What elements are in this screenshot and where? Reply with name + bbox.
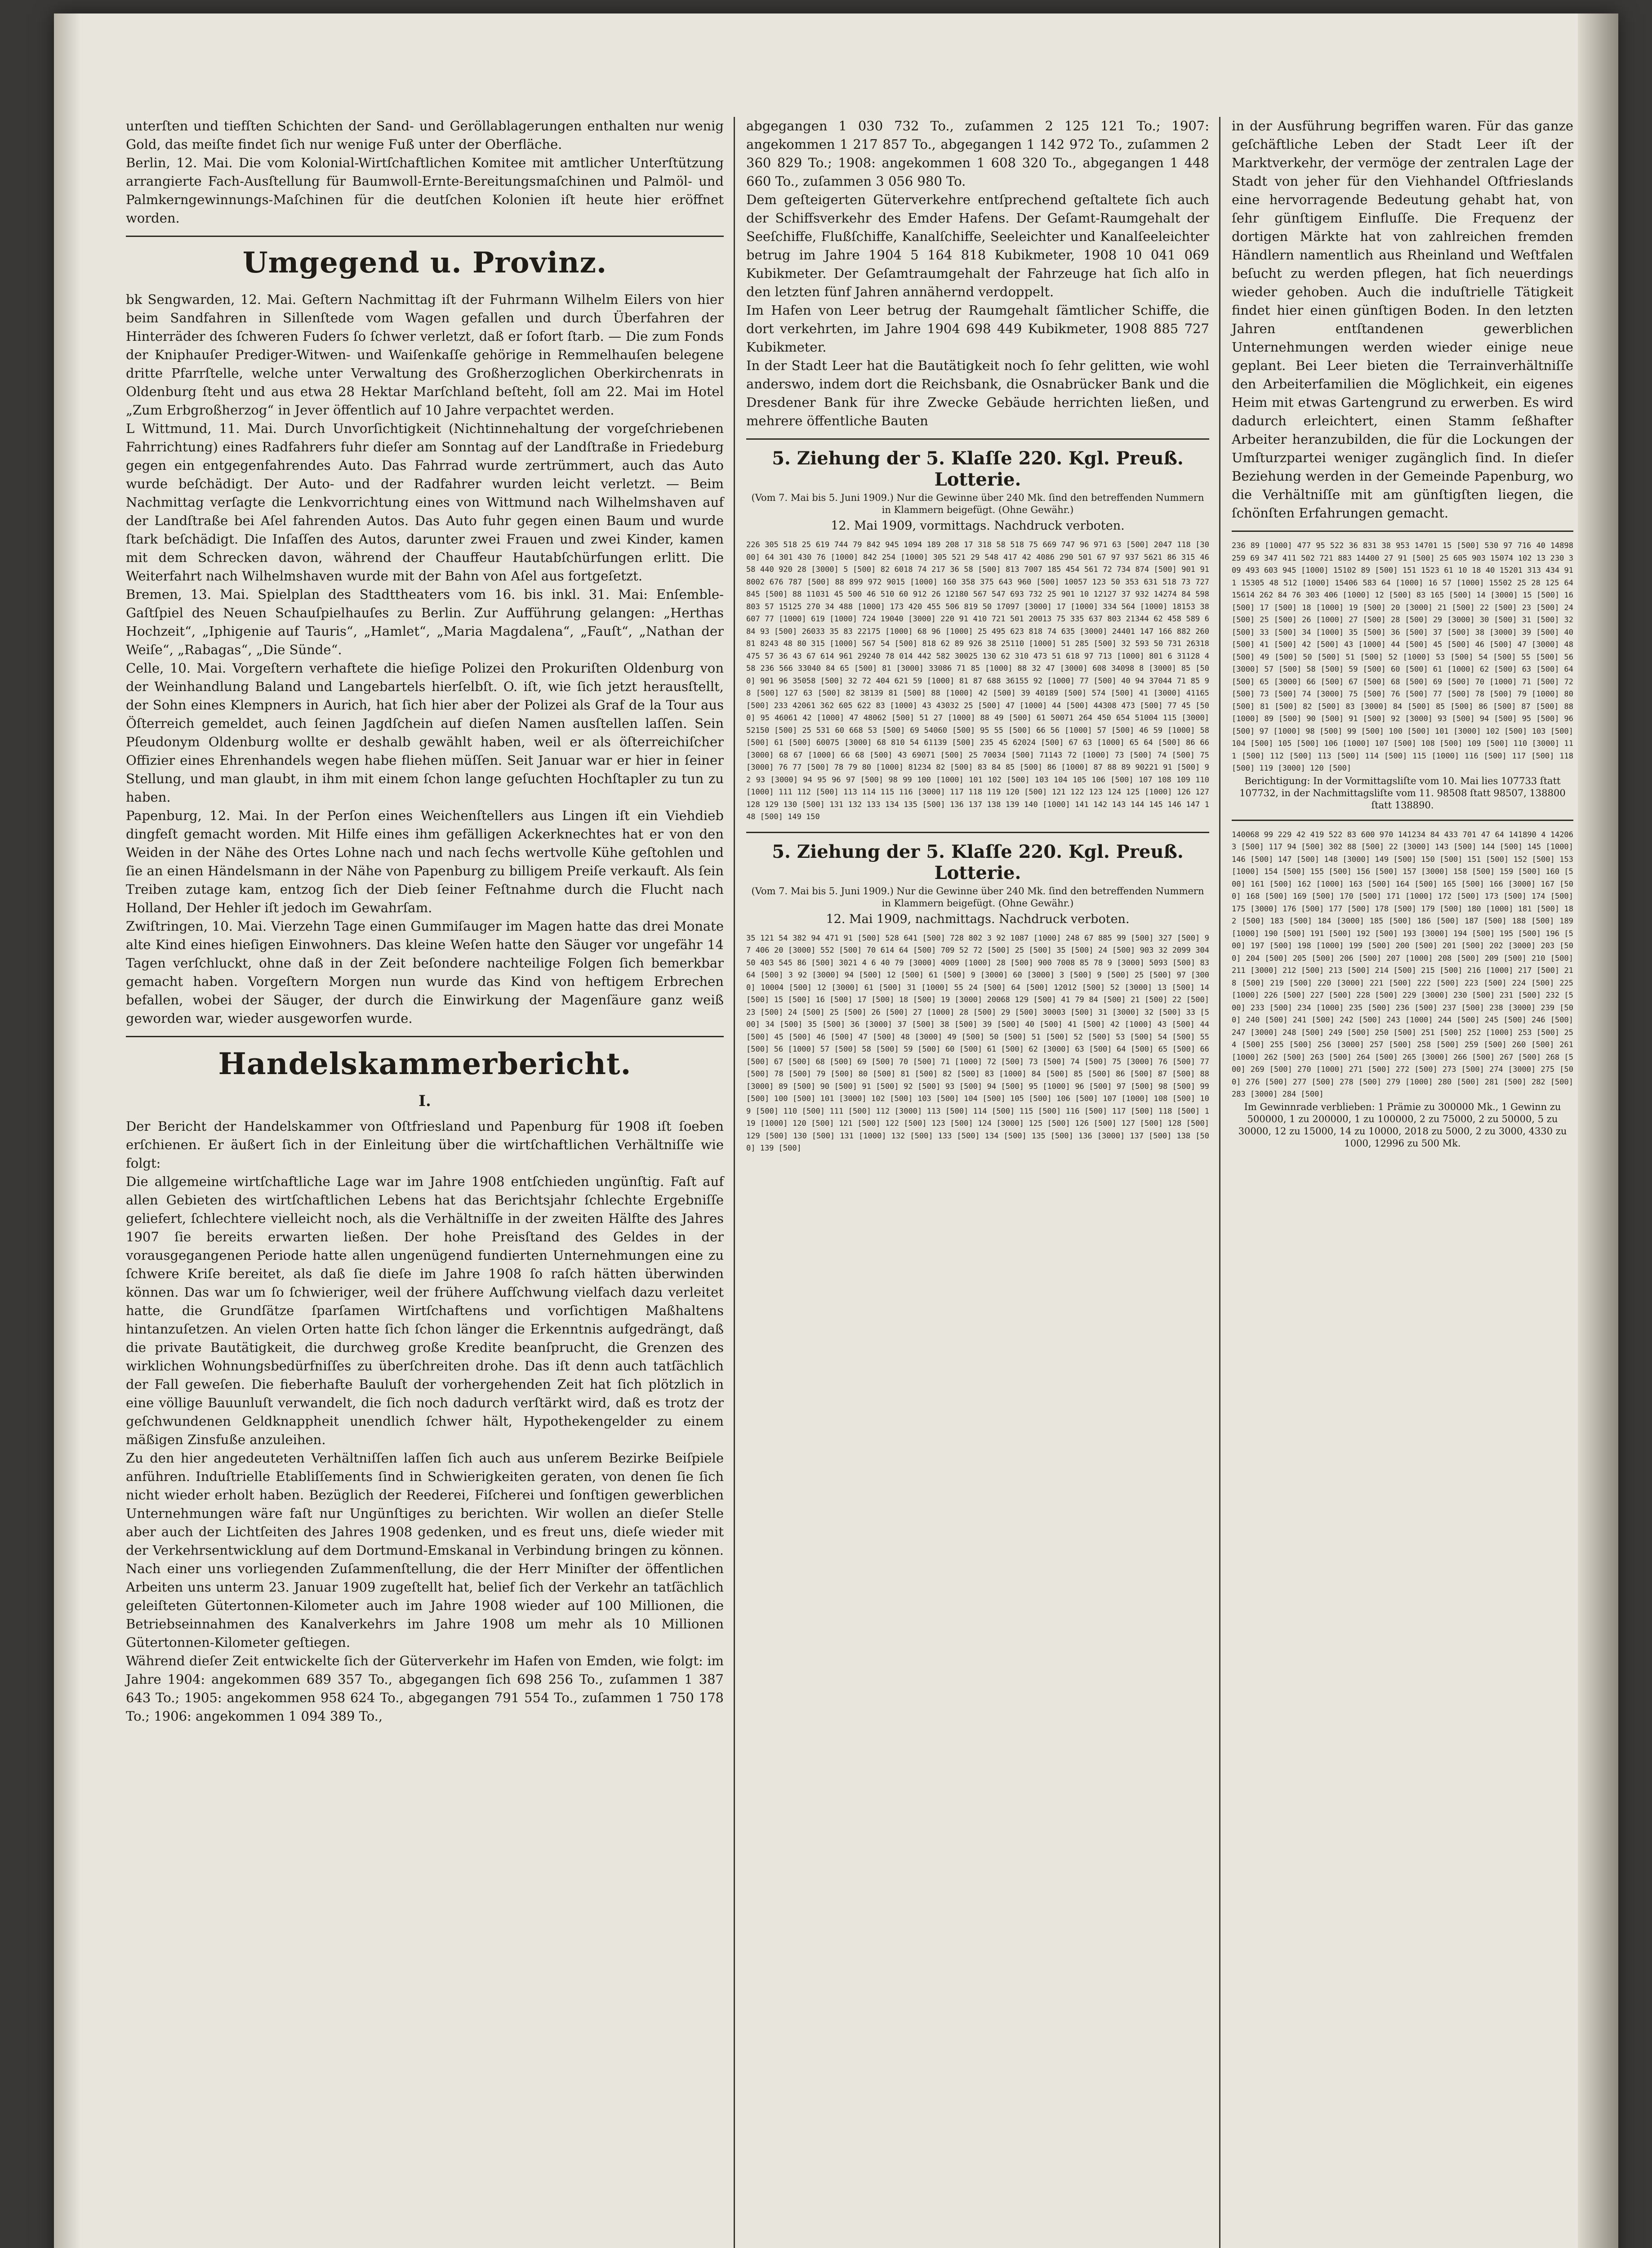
intro-text: unterſten und tiefſten Schichten der Sand- und Geröllablagerungen enthalten nur wenig Gold, das meiſte findet ſich nur wenige Fuß unter der Oberfläche. Berlin, 12. Mai. Die vom Kolonial-Wirtſchaftlichen Komitee mit amtlicher Unterſtützung arrangierte Fach-Ausſtellung für Baumwoll-Ernte-Bereitungsmaſchinen und Palmöl- und Palmkerngewinnungs-Maſchinen für die deutſchen Kolonien iſt heute hier eröffnet worden.	[126, 118, 724, 226]
page-spine-shadow	[54, 13, 81, 2248]
column-middle	[746, 117, 1214, 1155]
column-rule-1	[734, 117, 735, 2248]
correction-note: Berichtigung: In der Vormittagsliſte vom 10. Mai lies 107733 ſtatt 107732, in der Nachmittagsliſte vom 11. 98508 ſtatt 98507, 138800 ſtatt 138890.	[1239, 775, 1566, 811]
handelskammer-heading: Handelskammerbericht.	[218, 1046, 632, 1081]
section-divider	[746, 438, 1209, 440]
lottery-afternoon-heading: 5. Ziehung der 5. Klaſſe 220. Kgl. Preuß. Lotterie.	[772, 841, 1184, 883]
right-intro-text: in der Ausführung begriffen waren. Für das ganze geſchäftliche Leben der Stadt Leer iſt der Marktverkehr, der vermöge der zentralen Lage der Stadt von jeher für den Viehhandel Oſtfrieslands eine hervorragende Bedeutung gehabt hat, von ſehr günſtigem Einfluſſe. Die Frequenz der dortigen Märkte hat von zahlreichen fremden Händlern namentlich aus Rheinland und Weſtfalen beſucht zu werden pflegen, hat ſich neuerdings wieder gehoben. Auch die induſtrielle Tätigkeit findet hier einen günſtigen Boden. In den letzten Jahren entſtandenen gewerblichen Unternehmungen werden wieder einige neue geplant. Bei Leer bieten die Terrainverhältniſſe den Arbeiterfamilien die Möglichkeit, ein eigenes Heim mit etwas Gartengrund zu erwerben. Es wird dadurch erleichtert, einen Stamm ſeßhafter Arbeiter heranzubilden, die für die Lockungen der Umſturzpartei weniger zugänglich ſind. In dieſer Beziehung werden in der Gemeinde Papenburg, wo die Verhältniſſe mit am günſtigſten liegen, die ſchönſten Erfahrungen gemacht.	[1232, 118, 1573, 521]
lottery-afternoon-note: (Vom 7. Mai bis 5. Juni 1909.) Nur die Gewinne über 240 Mk. ſind den betreffenden Nummern in Klammern beigefügt. (Ohne Gewähr.)	[751, 885, 1204, 909]
section-divider	[1232, 531, 1573, 532]
handelskammer-text: Der Bericht der Handelskammer von Oſtfriesland und Papenburg für 1908 iſt ſoeben erſchienen. Er äußert ſich in der Einleitung über die wirtſchaftlichen Verhältniſſe wie folgt: Die allgemeine wirtſchaftliche Lage war im Jahre 1908 entſchieden ungünſtig. Faſt auf allen Gebieten des wirtſchaftlichen Lebens hat das Berichtsjahr ſchlechte Ergebniſſe geliefert, ſchlechtere vielleicht noch, als die Verhältniſſe in der zweiten Hälfte des Jahres 1907 ſie bereits erwarten ließen. Der hohe Preisſtand des Geldes in der vorausgegangenen Periode hatte allen ungenügend fundierten Unternehmungen eine zu ſchwere Kriſe bereitet, als daß ſie dieſe im Jahre 1908 ſo raſch hätten überwinden können. Das war um ſo ſchwieriger, weil der frühere Aufſchwung vielfach dazu verleitet hatte, die Grundſätze ſparſamen Wirtſchaftens und vorſichtigen Maßhaltens hintanzuſetzen. An vielen Orten hatte ſich ſchon länger die Erkenntnis aufgedrängt, daß die private Bautätigkeit, die durchweg große Kredite beanſprucht, die Grenzen des wirklichen Wohnungsbedürfniſſes zu überſchreiten drohe. Das iſt denn auch tatſächlich der Fall geweſen. Die fieberhafte Bauluſt der vorhergehenden Zeit hat ſich plötzlich in eine völlige Bauunluſt verwandelt, die ſich noch dadurch verſtärkt wird, daß es trotz der geſchwundenen Geldknappheit unendlich ſchwer hält, Hypothekengelder zu einem mäßigen Zinsfuße anzuleihen. Zu den hier angedeuteten Verhältniſſen laſſen ſich auch aus unſerem Bezirke Beiſpiele anführen. Induſtrielle Etabliſſements ſind in Schwierigkeiten geraten, von denen ſie ſich nicht wieder erholt haben. Bezüglich der Reederei, Fiſcherei und ſonſtigen gewerblichen Unternehmungen wäre faſt nur Ungünſtiges zu berichten. Wir wollen an dieſer Stelle aber auch der Lichtſeiten des Jahres 1908 gedenken, und es freut uns, dieſe wieder mit der Verkehrsentwicklung auf dem Dortmund-Emskanal in Verbindung bringen zu können. Nach einer uns vorliegenden Zuſammenſtellung, die der Herr Miniſter der öffentlichen Arbeiten uns unterm 23. Januar 1909 zugeſtellt hat, belief ſich der Verkehr an tatſächlich geleiſteten Gütertonnen-Kilometer auch im Jahre 1908 wieder auf 100 Millionen, die Betriebseinnahmen des Kanalverkehrs im Jahre 1908 um mehr als 10 Millionen Gütertonnen-Kilometer geſtiegen. Während dieſer Zeit entwickelte ſich der Güterverkehr im Hafen von Emden, wie folgt: im Jahre 1904: angekommen 689 357 To., abgegangen ſich 698 256 To., zuſammen 1 387 643 To.; 1905: angekommen 958 624 To., abgegangen 791 554 To., zuſammen 1 750 178 To.; 1906: angekommen 1 094 389 To.,	[126, 1119, 724, 1724]
lottery-morning-numbers-continued: 236 89 [1000] 477 95 522 36 831 38 953 14701 15 [500] 530 97 716 40 14898 259 69 347 411 502 721 883 14400 27 91 [500] 25 605 903 15074 102 13 230 309 493 603 945 [1000] 15102 89 [500] 151 1523 61 10 18 40 15201 313 434 911 15305 48 512 [1000] 15406 583 64 [1000] 16 57 [1000] 15502 25 28 125 64 15614 262 84 76 303 406 [1000] 12 [500] 83 165 [500] 14 [3000] 15 [500] 16 [500] 17 [500] 18 [1000] 19 [500] 20 [3000] 21 [500] 22 [500] 23 [500] 24 [500] 25 [500] 26 [1000] 27 [500] 28 [500] 29 [3000] 30 [500] 31 [500] 32 [500] 33 [500] 34 [1000] 35 [500] 36 [500] 37 [500] 38 [3000] 39 [500] 40 [500] 41 [500] 42 [500] 43 [1000] 44 [500] 45 [500] 46 [500] 47 [3000] 48 [500] 49 [500] 50 [500] 51 [500] 52 [1000] 53 [500] 54 [500] 55 [500] 56 [3000] 57 [500] 58 [500] 59 [500] 60 [500] 61 [1000] 62 [500] 63 [500] 64 [500] 65 [3000] 66 [500] 67 [500] 68 [500] 69 [500] 70 [1000] 71 [500] 72 [500] 73 [500] 74 [3000] 75 [500] 76 [500] 77 [500] 78 [500] 79 [1000] 80 [500] 81 [500] 82 [500] 83 [3000] 84 [500] 85 [500] 86 [500] 87 [500] 88 [1000] 89 [500] 90 [500] 91 [500] 92 [3000] 93 [500] 94 [500] 95 [500] 96 [500] 97 [1000] 98 [500] 99 [500] 100 [500] 101 [3000] 102 [500] 103 [500] 104 [500] 105 [500] 106 [1000] 107 [500] 108 [500] 109 [500] 110 [3000] 111 [500] 112 [500] 113 [500] 114 [500] 115 [1000] 116 [500] 117 [500] 118 [500] 119 [3000] 120 [500]	[1232, 541, 1578, 773]
lottery-afternoon-date: 12. Mai 1909, nachmittags. Nachdruck verboten.	[826, 912, 1130, 926]
lottery-afternoon-numbers-continued: 140068 99 229 42 419 522 83 600 970 141234 84 433 701 47 64 141890 4 142063 [500] 117 94 [500] 302 88 [500] 22 [3000] 143 [500] 144 [500] 145 [1000] 146 [500] 147 [500] 148 [3000] 149 [500] 150 [500] 151 [500] 152 [500] 153 [1000] 154 [500] 155 [500] 156 [500] 157 [3000] 158 [500] 159 [500] 160 [500] 161 [500] 162 [1000] 163 [500] 164 [500] 165 [500] 166 [3000] 167 [500] 168 [500] 169 [500] 170 [500] 171 [1000] 172 [500] 173 [500] 174 [500] 175 [3000] 176 [500] 177 [500] 178 [500] 179 [500] 180 [1000] 181 [500] 182 [500] 183 [500] 184 [3000] 185 [500] 186 [500] 187 [500] 188 [500] 189 [1000] 190 [500] 191 [500] 192 [500] 193 [3000] 194 [500] 195 [500] 196 [500] 197 [500] 198 [1000] 199 [500] 200 [500] 201 [500] 202 [3000] 203 [500] 204 [500] 205 [500] 206 [500] 207 [1000] 208 [500] 209 [500] 210 [500] 211 [3000] 212 [500] 213 [500] 214 [500] 215 [500] 216 [1000] 217 [500] 218 [500] 219 [500] 220 [3000] 221 [500] 222 [500] 223 [500] 224 [500] 225 [1000] 226 [500] 227 [500] 228 [500] 229 [3000] 230 [500] 231 [500] 232 [500] 233 [500] 234 [1000] 235 [500] 236 [500] 237 [500] 238 [3000] 239 [500] 240 [500] 241 [500] 242 [500] 243 [1000] 244 [500] 245 [500] 246 [500] 247 [3000] 248 [500] 249 [500] 250 [500] 251 [500] 252 [1000] 253 [500] 254 [500] 255 [500] 256 [3000] 257 [500] 258 [500] 259 [500] 260 [500] 261 [1000] 262 [500] 263 [500] 264 [500] 265 [3000] 266 [500] 267 [500] 268 [500] 269 [500] 270 [1000] 271 [500] 272 [500] 273 [500] 274 [3000] 275 [500] 276 [500] 277 [500] 278 [500] 279 [1000] 280 [500] 281 [500] 282 [500] 283 [3000] 284 [500]	[1232, 830, 1578, 1099]
section-divider	[126, 1036, 724, 1037]
column-rule-2	[1219, 117, 1220, 2248]
page-right-edge	[1578, 13, 1618, 2248]
column-left	[126, 117, 724, 1728]
part-number: I.	[419, 1092, 431, 1110]
remaining-prizes-note: Im Gewinnrade verblieben: 1 Prämie zu 300000 Mk., 1 Gewinn zu 500000, 1 zu 200000, 1 zu 100000, 2 zu 75000, 2 zu 50000, 5 zu 30000, 12 zu 15000, 14 zu 10000, 2018 zu 5000, 2 zu 3000, 4330 zu 1000, 12996 zu 500 Mk.	[1238, 1101, 1567, 1149]
section-divider	[1232, 820, 1573, 821]
newspaper-page	[54, 13, 1618, 2248]
umgegend-heading: Umgegend u. Provinz.	[242, 246, 607, 280]
lottery-afternoon-numbers: 35 121 54 382 94 471 91 [500] 528 641 [500] 728 802 3 92 1087 [1000] 248 67 885 99 [500] 327 [500] 97 406 20 [3000] 552 [500] 70 614 64 [500] 709 52 72 [500] 25 [500] 35 [500] 24 [500] 903 32 2099 304 50 403 545 86 [500] 3021 4 6 40 79 [3000] 4009 [1000] 28 [500] 900 7008 85 78 9 [3000] 5093 [500] 83 64 [500] 3 92 [3000] 94 [500] 12 [500] 61 [500] 9 [3000] 60 [3000] 3 [500] 9 [500] 25 [500] 97 [3000] 10004 [500] 12 [3000] 61 [500] 31 [1000] 55 24 [500] 64 [500] 12012 [500] 52 [3000] 13 [500] 14 [500] 15 [500] 16 [500] 17 [500] 18 [500] 19 [3000] 20068 129 [500] 41 79 84 [500] 21 [500] 22 [500] 23 [500] 24 [500] 25 [500] 26 [500] 27 [1000] 28 [500] 29 [500] 30003 [500] 31 [3000] 32 [500] 33 [500] 34 [500] 35 [500] 36 [3000] 37 [500] 38 [500] 39 [500] 40 [500] 41 [500] 42 [1000] 43 [500] 44 [500] 45 [500] 46 [500] 47 [500] 48 [3000] 49 [500] 50 [500] 51 [500] 52 [500] 53 [500] 54 [500] 55 [500] 56 [1000] 57 [500] 58 [500] 59 [500] 60 [500] 61 [500] 62 [3000] 63 [500] 64 [500] 65 [500] 66 [500] 67 [500] 68 [500] 69 [500] 70 [500] 71 [1000] 72 [500] 73 [500] 74 [500] 75 [3000] 76 [500] 77 [500] 78 [500] 79 [500] 80 [500] 81 [500] 82 [500] 83 [1000] 84 [500] 85 [500] 86 [500] 87 [500] 88 [3000] 89 [500] 90 [500] 91 [500] 92 [500] 93 [500] 94 [500] 95 [1000] 96 [500] 97 [500] 98 [500] 99 [500] 100 [500] 101 [3000] 102 [500] 103 [500] 104 [500] 105 [500] 106 [500] 107 [1000] 108 [500] 109 [500] 110 [500] 111 [500] 112 [3000] 113 [500] 114 [500] 115 [500] 116 [500] 117 [500] 118 [500] 119 [1000] 120 [500] 121 [500] 122 [500] 123 [500] 124 [3000] 125 [500] 126 [500] 127 [500] 128 [500] 129 [500] 130 [500] 131 [1000] 132 [500] 133 [500] 134 [500] 135 [500] 136 [3000] 137 [500] 138 [500] 139 [500]	[746, 933, 1214, 1153]
middle-intro-text: abgegangen 1 030 732 To., zuſammen 2 125 121 To.; 1907: angekommen 1 217 857 To., abgegangen 1 142 972 To., zuſammen 2 360 829 To.; 1908: angekommen 1 608 320 To., abgegangen 1 448 660 To., zuſammen 3 056 980 To. Dem geſteigerten Güterverkehre entſprechend geſtaltete ſich auch der Schiffsverkehr des Emder Hafens. Der Geſamt-Raumgehalt der Seeſchiffe, Flußſchiffe, Kanalſchiffe, Seeleichter und Kanalſeeleichter betrug im Jahre 1904 5 164 818 Kubikmeter, 1908 10 041 069 Kubikmeter. Der Geſamtraumgehalt der Fahrzeuge hat ſich alſo in den letzten fünf Jahren annähernd verdoppelt. Im Hafen von Leer betrug der Raumgehalt ſämtlicher Schiffe, die dort verkehrten, im Jahre 1904 698 449 Kubikmeter, 1908 885 727 Kubikmeter. In der Stadt Leer hat die Bautätigkeit noch ſo ſehr gelitten, wie wohl anderswo, indem dort die Reichsbank, die Osnabrücker Bank und die Dresdener Bank für ihre Zwecke Gebäude herrichten ließen, und mehrere öffentliche Bauten	[746, 118, 1209, 428]
umgegend-text: bk Sengwarden, 12. Mai. Geſtern Nachmittag iſt der Fuhrmann Wilhelm Eilers von hier beim Sandfahren in Sillenſtede vom Wagen gefallen und durch Überfahren der Hinterräder des ſchweren Fuders ſo ſchwer verletzt, daß er ſofort ſtarb. — Die zum Fonds der Kniphauſer Prediger-Witwen- und Waiſenkaſſe gehörige in Remmelhauſen belegene dritte Pfarrſtelle, welche unter Verwaltung des Großherzoglichen Oberkirchenrats in Oldenburg ſteht und aus etwa 28 Hektar Marſchland beſteht, ſoll am 22. Mai im Hotel „Zum Erbgroßherzog“ in Jever öffentlich auf 10 Jahre verpachtet werden. L Wittmund, 11. Mai. Durch Unvorſichtigkeit (Nichtinnehaltung der vorgeſchriebenen Fahrrichtung) eines Radfahrers fuhr dieſer am Sonntag auf der Landſtraße in Friedeburg gegen ein entgegenfahrendes Auto. Das Fahrrad wurde zertrümmert, auch das Auto wurde beſchädigt. Der Auto- und der Radfahrer wurden leicht verletzt. — Beim Nachmittag verſagte die Lenkvorrichtung eines von Wittmund nach Wilhelmshaven auf der Landſtraße bei Aſel fahrenden Autos. Das Auto fuhr gegen einen Baum und wurde ſtark beſchädigt. Die Inſaſſen des Autos, darunter zwei Frauen und zwei Kinder, kamen mit dem Schrecken davon, während der Chauffeur Hautabſchürfungen erlitt. Die Weiterfahrt nach Wilhelmshaven wurde mit der Bahn von Aſel aus fortgeſetzt. Bremen, 13. Mai. Spielplan des Stadttheaters vom 16. bis inkl. 31. Mai: Enſemble-Gaſtſpiel des Neuen Schauſpielhauſes zu Berlin. Zur Aufführung gelangen: „Herthas Hochzeit“, „Iphigenie auf Tauris“, „Hamlet“, „Maria Magdalena“, „Fauſt“, „Nathan der Weiſe“, „Rabagas“, „Die Sünde“. Celle, 10. Mai. Vorgeſtern verhaftete die hieſige Polizei den Prokuriſten Oldenburg von der Weinhandlung Baland und Langebartels hierſelbſt. O. iſt, wie ſich jetzt herausſtellt, der Sohn eines Klempners in Aurich, hat ſich hier aber der Polizei als Graf de la Tour aus Öſterreich gemeldet, auch ſeinen Jagdſchein auf dieſen Namen ausſtellen laſſen. Sein Pſeudonym Oldenburg wollte er deshalb gewählt haben, weil er als öſterreichiſcher Offizier eines Ehrenhandels wegen habe fliehen müſſen. Seit Januar war er hier in ſeiner Stellung, und man glaubt, in ihm mit einem ſchon lange geſuchten Hochſtapler zu tun zu haben. Papenburg, 12. Mai. In der Perſon eines Weichenſtellers aus Lingen iſt ein Viehdieb dingfeſt gemacht worden. Mit Hilfe eines ihm gefälligen Ackerknechtes hat er von den Weiden in der Nähe des Ortes Lohne nach und nach ſechs wertvolle Kühe geſtohlen und ſie an einen Händelsmann in der Nähe von Papenburg zu billigem Preiſe verkauft. Als ſein Treiben zutage kam, entzog ſich der Dieb ſeiner Feſtnahme durch die Flucht nach Holland, Der Hehler iſt jedoch im Gewahrſam. Zwiſtringen, 10. Mai. Vierzehn Tage einen Gummiſauger im Magen hatte das drei Monate alte Kind eines hieſigen Einwohners. Das kleine Weſen hatte den Säuger vor ungefähr 14 Tagen verſchluckt, ohne daß in der Zeit beſondere nachteilige Folgen ſich bemerkbar gemacht haben. Vorgeſtern Morgen nun wurde das Kind von heftigem Erbrechen befallen, wobei der Säuger, der durch die Einwirkung der Magenſäure ganz weiß geworden war, wieder ausgeworfen wurde.	[126, 292, 724, 1026]
section-divider	[126, 236, 724, 237]
lottery-morning-numbers: 226 305 518 25 619 744 79 842 945 1094 189 208 17 318 58 518 75 669 747 96 971 63 [500] 2047 118 [3000] 64 301 430 76 [1000] 842 254 [1000] 305 521 29 548 417 42 4086 290 501 67 97 937 5621 86 315 46 58 440 920 28 [3000] 5 [500] 82 6018 74 217 36 58 [500] 813 7007 185 454 561 72 734 874 [500] 901 91 8002 676 787 [500] 88 899 972 9015 [1000] 160 358 375 643 960 [500] 10057 123 50 353 631 518 73 727 845 [500] 88 11031 45 500 46 510 60 912 26 12180 567 547 693 732 25 901 10 12127 37 932 14274 84 598 803 57 15125 270 34 488 [1000] 173 420 455 506 819 50 17097 [3000] 17 [1000] 334 564 [1000] 18153 38 607 77 [1000] 619 [1000] 724 19040 [3000] 220 91 410 721 501 20013 75 335 637 803 21344 62 458 589 684 93 [500] 26033 35 83 22175 [1000] 68 96 [1000] 25 495 623 818 74 635 [3000] 24401 147 166 882 26081 8243 48 80 315 [1000] 567 54 [500] 818 62 89 926 38 25110 [1000] 51 285 [500] 32 593 50 731 26318 475 57 36 43 67 614 961 29240 78 014 442 582 30025 130 62 310 473 51 618 97 713 [1000] 801 6 31128 458 236 566 33040 84 65 [500] 81 [3000] 33086 71 85 [1000] 88 32 47 [3000] 608 34098 8 [3000] 85 [500] 901 96 35058 [500] 32 72 404 621 59 [1000] 81 87 688 36155 92 [1000] 77 [500] 40 94 37044 71 85 98 [500] 127 63 [500] 82 38139 81 [500] 88 [1000] 42 [500] 39 40189 [500] 574 [500] 41 [3000] 41165 [500] 233 42061 362 605 622 83 [1000] 43 43032 25 [500] 47 [1000] 44 [500] 44308 473 [500] 77 45 [500] 95 46061 42 [1000] 47 48062 [500] 51 27 [1000] 88 49 [500] 61 50071 264 450 654 51004 115 [3000] 52150 [500] 25 531 60 668 53 [500] 69 54060 [500] 95 55 [500] 66 56 [1000] 57 [500] 46 59 [1000] 58 [500] 61 [500] 60075 [3000] 68 810 54 61139 [500] 235 45 62024 [500] 67 63 [1000] 65 64 [500] 86 66 [3000] 68 67 [1000] 66 68 [500] 43 69071 [500] 25 70034 [500] 71143 72 [1000] 73 [500] 74 [500] 75 [3000] 76 77 [500] 78 79 80 [1000] 81234 82 [500] 83 84 85 [500] 86 [1000] 87 88 89 90221 91 [500] 92 93 [3000] 94 95 96 97 [500] 98 99 100 [1000] 101 102 [500] 103 104 105 106 [500] 107 108 109 110 [1000] 111 112 [500] 113 114 115 116 [3000] 117 118 119 120 [500] 121 122 123 124 125 [1000] 126 127 128 129 130 [500] 131 132 133 134 135 [500] 136 137 138 139 140 [1000] 141 142 143 144 145 146 147 148 [500] 149 150	[746, 540, 1214, 821]
lottery-morning-note: (Vom 7. Mai bis 5. Juni 1909.) Nur die Gewinne über 240 Mk. ſind den betreffenden Nummern in Klammern beigefügt. (Ohne Gewähr.)	[751, 492, 1204, 515]
lottery-morning-heading: 5. Ziehung der 5. Klaſſe 220. Kgl. Preuß. Lotterie.	[772, 448, 1184, 490]
section-divider	[746, 832, 1209, 833]
column-right	[1232, 117, 1578, 1152]
lottery-morning-date: 12. Mai 1909, vormittags. Nachdruck verboten.	[831, 519, 1125, 533]
intro-paragraphs	[126, 117, 724, 227]
